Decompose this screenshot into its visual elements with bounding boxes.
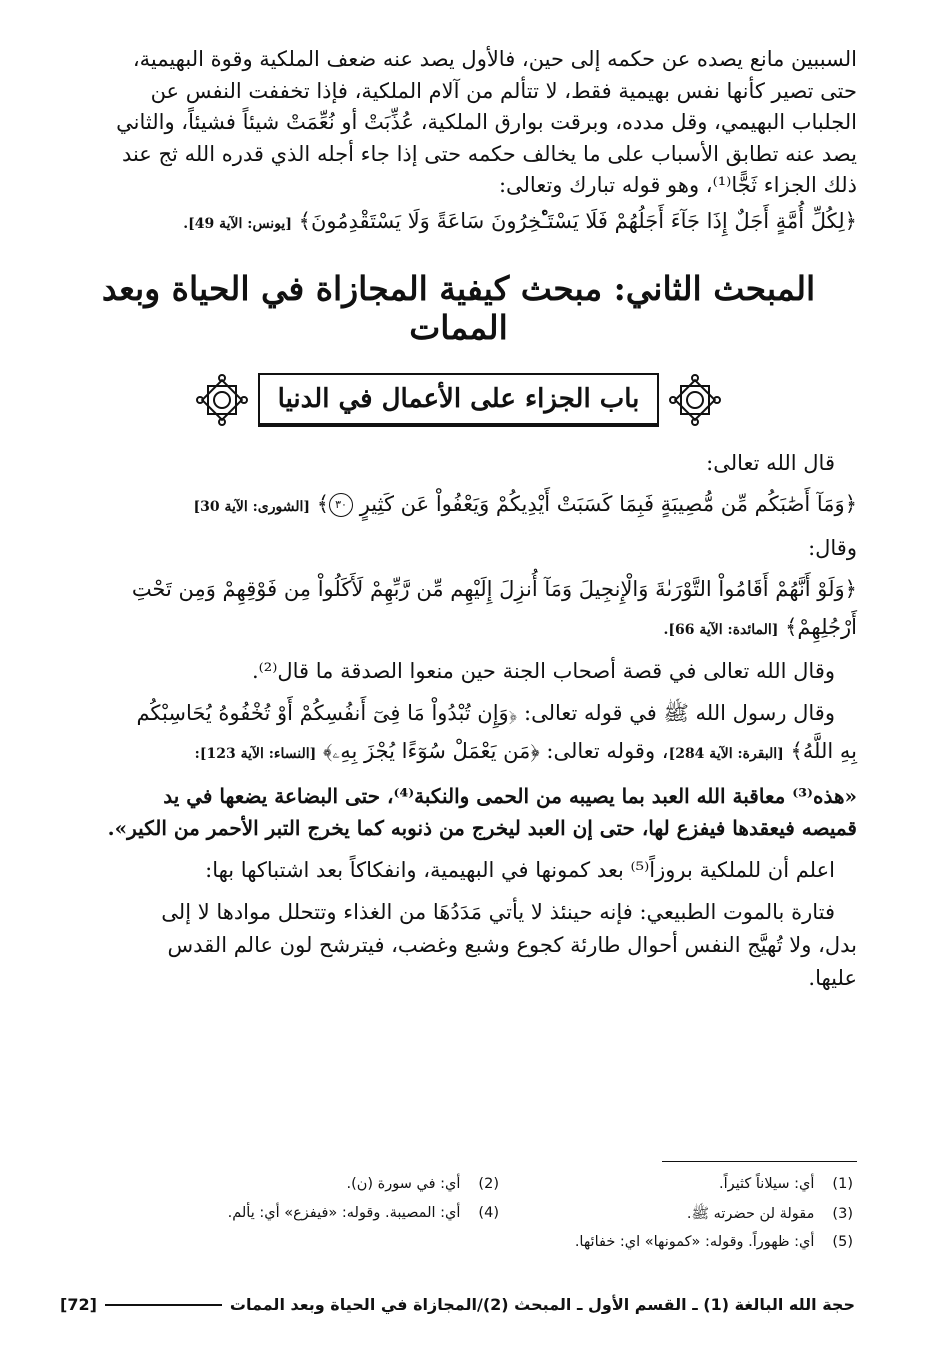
verse-shura: ﴿وَمَآ أَصَٰبَكُم مِّن مُّصِيبَةٍ فَبِمَا كَسَبَتْ أَيْدِيكُمْ وَيَعْفُواْ عَن كَثِيرٍ ٣٠﴾ [الشورى: الآية 30] xyxy=(193,491,857,516)
final-paragraph xyxy=(60,896,857,995)
page-body xyxy=(60,44,857,995)
section-title: باب الجزاء على الأعمال في الدنيا xyxy=(258,373,660,427)
footnote-text: مقولة لن حضرته ﷺ. xyxy=(686,1206,815,1222)
star-ornament-icon xyxy=(669,374,721,426)
verse-text: أَرْجُلِهِمْ﴾ xyxy=(785,614,857,639)
verse-text: ﴿لِكُلِّ أُمَّةٍ أَجَلٌ إِذَا جَآءَ أَجَلُهُمْ فَلَا يَسْتَـْٔخِرُونَ سَاعَةً وَلَا يَسْتَقْدِمُونَ﴾ xyxy=(298,208,857,233)
intro-paragraph xyxy=(60,44,857,202)
footnote xyxy=(719,1176,853,1192)
footnote-text: أي: في سورة (ن). xyxy=(346,1176,461,1192)
verse-maida-line-1: ﴿وَلَوْ أَنَّهُمْ أَقَامُواْ التَّوْرَىٰةَ وَالْإِنجِيلَ وَمَآ أُنزِلَ إِلَيْهِم مِّن رَّبِّهِمْ لَأَكَلُواْ مِن فَوْقِهِمْ وَمِن تَحْتِ xyxy=(131,576,857,601)
page-number: [72] xyxy=(60,1295,97,1314)
footnote-number: (3) xyxy=(832,1206,853,1222)
text-line: عليها. xyxy=(808,965,857,990)
section-banner xyxy=(179,373,739,427)
star-ornament-icon xyxy=(196,374,248,426)
verse-reference: [المائدة: الآية 66]. xyxy=(663,621,779,638)
text-line: فتارة بالموت الطبيعي: فإنه حينئذ لا يأتي مَدَدُهَا من الغذاء وتتحلل موادها لا إلى xyxy=(161,899,835,924)
text-line: بدل، ولا تُهيَّج النفس أحوال طارئة كجوع وشبع وغضب، فيترشح لون عالم القدس xyxy=(167,932,857,957)
verse-text: ﴿وَمَآ أَصَٰبَكُم مِّن مُّصِيبَةٍ فَبِمَا كَسَبَتْ أَيْدِيكُمْ وَيَعْفُواْ عَن كَثِيرٍ xyxy=(359,491,857,516)
footnote xyxy=(575,1234,853,1250)
text-line: السببين مانع يصده عن حكمه إلى حين، فالأول يصد عنه ضعف الملكية وقوة البهيمية، xyxy=(132,47,857,71)
footnote xyxy=(228,1205,499,1221)
footnote-number: (2) xyxy=(478,1176,499,1192)
footer-rule xyxy=(105,1304,222,1306)
text-line: حتى تصير كأنها نفس بهيمية فقط، لا تتألم من آلام الملكية، فإذا تخففت النفس عن xyxy=(150,78,857,103)
malakiya-line: اعلم أن للملكية بروزاً⁽⁵⁾ بعد كمونها في البهيمية، وانفكاكاً بعد اشتباكها بها: xyxy=(205,857,835,882)
running-title: حجة الله البالغة (1) ـ القسم الأول ـ المبحث (2)/المجازاة في الحياة وبعد الممات xyxy=(229,1295,855,1314)
text-line: ذلك الجزاء ثَجًّا⁽¹⁾، وهو قوله تبارك وتعالى: xyxy=(498,173,857,197)
footnote xyxy=(687,1205,853,1226)
footnote xyxy=(346,1176,499,1192)
page-footer xyxy=(60,1295,855,1314)
rasul-line-1: وقال رسول الله ﷺ في قوله تعالى: ﴿وَإِن تُبْدُواْ مَا فِىٓ أَنفُسِكُمْ أَوْ تُخْفُوهُ يُحَاسِبْكُم xyxy=(136,700,835,725)
footnote-text: أي: المصيبة. وقوله: «فيفزع» أي: يألم. xyxy=(227,1205,461,1221)
verse-reference: [الشورى: الآية 30] xyxy=(193,498,311,515)
verse-text: ، وقوله تعالى: ﴿مَن يَعْمَلْ سُوٓءًا يُجْزَ بِهِۦ﴾ xyxy=(322,738,669,763)
qala-allah: قال الله تعالى: xyxy=(706,450,835,475)
hadith-line-1: «هذه⁽³⁾ معاقبة الله العبد بما يصيبه من الحمى والنكبة⁽⁴⁾، حتى البضاعة يضعها في يد xyxy=(163,783,857,808)
footnote-number: (5) xyxy=(832,1234,853,1250)
hadith-line-2: قميصه فيعقدها فيفزع لها، حتى إن العبد ليخرج من ذنوبه كما يخرج التبر الأحمر من الكير». xyxy=(107,815,857,840)
footnote-number: (1) xyxy=(832,1176,853,1192)
footnote-number: (4) xyxy=(478,1205,499,1221)
text-line: يصد عنه تطابق الأسباب على ما يخالف حكمه حتى إذا جاء أجله الذي قدره الله ثج عند xyxy=(121,141,857,166)
verse-yunus xyxy=(60,206,857,239)
rasul-line-2 xyxy=(60,735,857,770)
footnote-text: أي: سيلاناً كثيراً. xyxy=(718,1176,815,1192)
chapter-title: المبحث الثاني: مبحث كيفية المجازاة في الحياة وبعد الممات xyxy=(101,268,816,347)
sadaqa-line: وقال الله تعالى في قصة أصحاب الجنة حين منعوا الصدقة ما قال⁽²⁾. xyxy=(251,658,835,683)
footnote-separator xyxy=(662,1161,857,1162)
verse-reference: [يونس: الآية 49]. xyxy=(183,215,292,232)
verse-reference: [النساء: الآية 123]: xyxy=(194,745,317,762)
verse-maida-line-2 xyxy=(60,612,857,645)
verse-text: بِهِ اللَّهُ﴾ xyxy=(790,738,857,763)
text-line: الجلباب البهيمي، وقل مدده، وبرقت بوارق الملكية، عُذِّبَتْ أو نُعِّمَتْ شيئاً فشيئاً، والثاني xyxy=(116,110,857,134)
verse-reference: [البقرة: الآية 284] xyxy=(668,745,784,762)
footnote-text: أي: ظهوراً. وقوله: «كمونها» اي: خفائها. xyxy=(574,1234,815,1250)
wa-qal: وقال: xyxy=(808,535,857,560)
verse-number: ٣٠ xyxy=(329,493,353,517)
